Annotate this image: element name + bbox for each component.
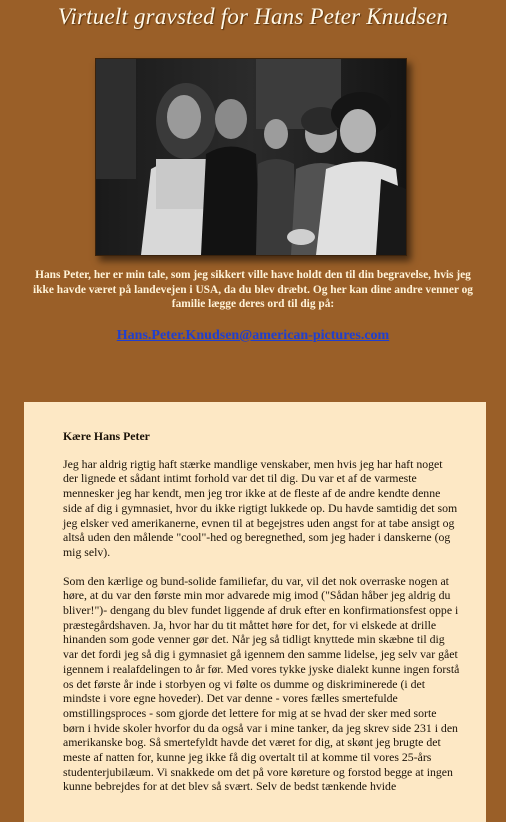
- letter-panel: [24, 402, 486, 822]
- letter-paragraph: Som den kærlige og bund-solide familiefar, du var, vil det nok overraske nogen at høre, at du var den første min mor advarede mig imod ("Sådan håber jeg aldrig du bliver!")- dengang du blev fundet liggende af druk efter en konfirmationsfest oppe i præstegårdshaven. Ja, hvor har du tit måttet høre for det, for vi elskede at drille hinanden som gode venner gør det. Når jeg så tidligt knyttede min skæbne til dig var det fordi jeg så dig i gymnasiet gå igennem den samme lidelse, jeg selv var gået igennem i realafdelingen to år før. Med vores tykke jyske dialekt kunne ingen forstå os det første år inde i storbyen og vi følte os dumme og diskriminerede (i det mindste i vore egne hoveder). Det var denne - vores fælles smertefulde omstillingsproces - som gjorde det lettere for mig at se hvad der sker med sorte børn i hvide skoler hvorfor du da også var i mine tanker, da jeg skrev side 231 i den amerikanske bog. Så smertefyldt havde det været for dig, at skønt jeg brugte det meste af natten for, kunne jeg ikke få dig overtalt til at komme til vores 25-års studenterjubilæum. Vi snakkede om det på vore køreture og forstod begge at ingen kunne bebrejdes for at det blev så svært. Selv de bedst tænkende hvide: [63, 573, 460, 794]
- email-link[interactable]: Hans.Peter.Knudsen@american-pictures.com: [116, 328, 390, 343]
- letter-greeting: Kære Hans Peter: [63, 429, 150, 443]
- letter-paragraph: Jeg har aldrig rigtig haft stærke mandlige venskaber, men hvis jeg har haft noget der lignede et sådant intimt forhold var det til dig. Du var et af de varmeste mennesker jeg har kendt, men jeg tror ikke at de fleste af de andre kendte denne side af dig i gymnasiet, hvor du ikke rigtigt lukkede op. Du havde samtidig det som jeg elsker ved amerikanerne, evnen til at begejstres uden angst for at tabe ansigt og altså uden den målende "cool"-hed og beregnethed, som jeg hader i danskerne (og mig selv).: [63, 456, 458, 559]
- photo-image: [96, 59, 406, 255]
- page-title: Virtuelt gravsted for Hans Peter Knudsen: [57, 4, 449, 29]
- intro-text: Hans Peter, her er min tale, som jeg sikkert ville have holdt den til din begravelse, hvis jeg ikke havde været på landevejen i USA, da du blev dræbt. Og her kan dine andre venner og familie lægge deres ord til dig på:: [33, 269, 473, 311]
- memorial-photo: [95, 58, 407, 256]
